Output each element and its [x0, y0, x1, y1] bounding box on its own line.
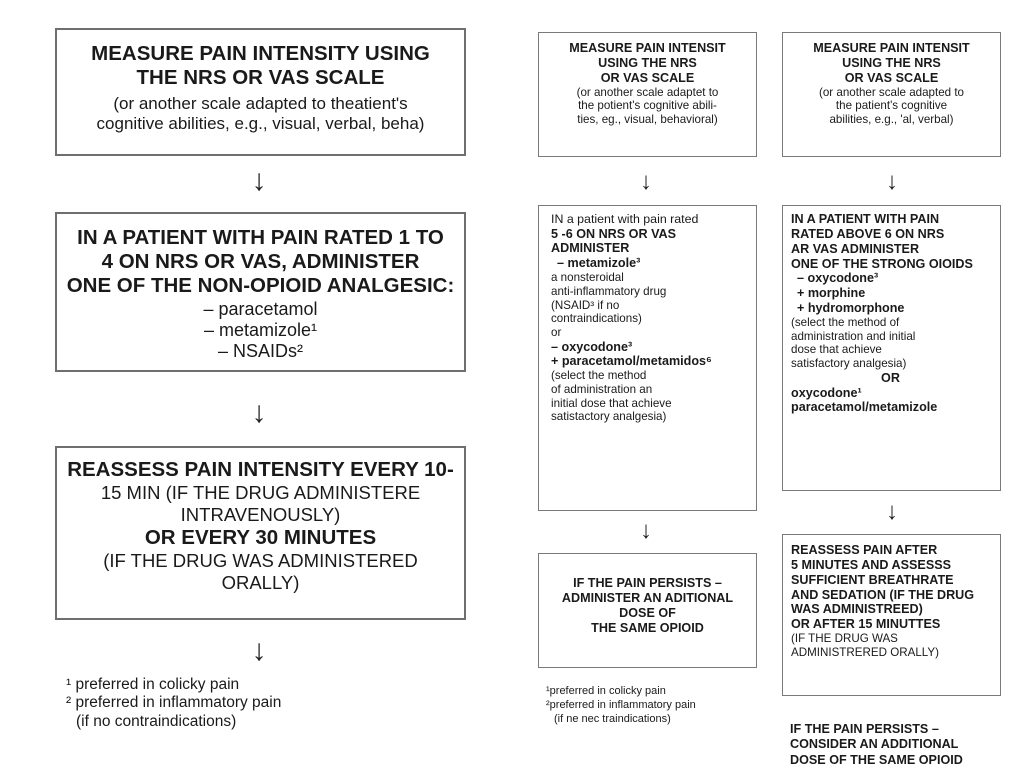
- col1-reassess-line-1: REASSESS PAIN INTENSITY EVERY 10-: [67, 458, 454, 481]
- col3-final-line-3: DOSE OF THE SAME OPIOID: [790, 752, 963, 767]
- col2-persists-line-1: IF THE PAIN PERSISTS –: [573, 576, 722, 590]
- col3-measure-note-1: (or another scale adapted to: [818, 85, 965, 99]
- col1-reassess-line-6: ORALLY): [221, 571, 300, 593]
- col2-mod-line-8: contraindications): [551, 312, 642, 326]
- col2-measure-note-3: ties, eg., visual, behavioral): [577, 112, 718, 126]
- col1-mild-title-3: ONE OF THE NON-OPIOID ANALGESIC:: [66, 274, 455, 298]
- col1-mild-title-2: 4 ON NRS OR VAS, ADMINISTER: [101, 250, 420, 274]
- col2-footnote-1: ¹preferred in colicky pain: [546, 685, 666, 697]
- col1-measure-title-1: MEASURE PAIN INTENSITY USING: [91, 42, 430, 65]
- col3-reassess-line-1: REASSESS PAIN AFTER: [791, 543, 938, 557]
- col3-reassess-line-2: 5 MINUTES AND ASSESSS: [791, 557, 952, 572]
- col2-mod-line-3: ADMINISTER: [551, 241, 630, 256]
- col2-mod-line-2: 5 -6 ON NRS OR VAS: [551, 226, 677, 241]
- col2-measure-title-1: MEASURE PAIN INTENSIT: [569, 41, 726, 55]
- col1-reassess-box: [55, 446, 466, 620]
- col3-reassess-line-3: SUFFICIENT BREATHRATE: [791, 572, 954, 587]
- col1-arrow-3: ↓: [251, 634, 267, 667]
- col3-sev-line-8: (select the method of: [791, 316, 900, 330]
- col3-sev-line-1: IN A PATIENT WITH PAIN: [791, 212, 940, 226]
- col1-measure-note-1: (or another scale adapted to theatient's: [113, 94, 408, 114]
- col2-moderate-pain-box: [538, 205, 757, 511]
- col1-footnote-2: ² preferred in inflammatory pain: [66, 694, 282, 712]
- col3-arrow-1: ↓: [886, 168, 898, 195]
- col1-measure-title-2: THE NRS OR VAS SCALE: [136, 66, 385, 90]
- col3-sev-line-6: + morphine: [797, 286, 866, 301]
- col3-sev-line-14: paracetamol/metamizole: [791, 400, 938, 415]
- col1-footnote-1: ¹ preferred in colicky pain: [66, 676, 240, 693]
- col2-measure-note-1: (or another scale adaptet to: [576, 85, 719, 99]
- col1-reassess-line-2: 15 MIN (IF THE DRUG ADMINISTERE: [100, 482, 421, 504]
- col3-sev-line-3: AR VAS ADMINISTER: [791, 241, 920, 256]
- col3-measure-title-2: USING THE NRS: [842, 55, 941, 70]
- col2-mod-line-7: (NSAID³ if no: [551, 298, 620, 312]
- col1-reassess-line-5: (IF THE DRUG WAS ADMINISTERED: [103, 550, 418, 572]
- col3-severe-pain-box: [782, 205, 1001, 491]
- col2-mod-line-1: IN a patient with pain rated: [551, 212, 699, 226]
- col2-mod-line-15: satistactory analgesia): [551, 410, 667, 424]
- col2-mod-line-6: anti-inflammatory drug: [551, 284, 667, 298]
- col1-drug-nsaids: – NSAIDs²: [217, 341, 304, 362]
- col2-mod-line-14: initial dose that achieve: [551, 396, 672, 410]
- col2-mod-line-10: – oxycodone³: [551, 339, 633, 354]
- col2-measure-title-3: OR VAS SCALE: [600, 70, 695, 85]
- col2-footnote-3: (if ne nec traindications): [554, 712, 671, 725]
- col3-reassess-line-4: AND SEDATION (IF THE DRUG: [791, 587, 975, 602]
- col2-mod-line-12: (select the method: [551, 369, 647, 383]
- col2-persists-line-2: ADMINISTER AN ADITIONAL: [561, 590, 734, 605]
- col2-measure-note-2: the potient's cognitive abili-: [578, 99, 717, 113]
- col3-sev-line-4: ONE OF THE STRONG OIOIDS: [791, 256, 973, 271]
- col1-arrow-1: ↓: [251, 164, 267, 197]
- col2-footnotes: [546, 685, 696, 726]
- col3-sev-line-2: RATED ABOVE 6 ON NRS: [791, 226, 945, 241]
- col3-arrow-2: ↓: [886, 498, 898, 525]
- col3-reassess-line-6: OR AFTER 15 MINUTTES: [791, 617, 941, 632]
- col1-arrow-2: ↓: [251, 396, 267, 429]
- col3-measure-box: [782, 32, 1001, 157]
- col2-persists-line-3: DOSE OF: [619, 605, 676, 620]
- col3-final-note: [790, 722, 963, 768]
- col2-mod-line-4: – metamizole³: [557, 256, 641, 271]
- col3-measure-note-3: abilities, e.g., 'al, verbal): [829, 112, 954, 126]
- col1-reassess-line-4: OR EVERY 30 MINUTES: [144, 525, 377, 549]
- col2-mod-line-13: of administration an: [551, 382, 653, 396]
- col3-reassess-line-7: (IF THE DRUG WAS: [791, 632, 898, 646]
- col3-reassess-line-5: WAS ADMINISTREED): [791, 602, 923, 617]
- col1-drug-paracetamol: – paracetamol: [203, 298, 318, 319]
- col1-footnotes: [66, 676, 281, 731]
- col3-sev-line-11: satisfactory analgesia): [791, 357, 907, 371]
- col3-measure-note-2: the patient's cognitive: [835, 99, 948, 113]
- col3-sev-line-12: OR: [881, 370, 900, 385]
- col3-sev-line-13: oxycodone¹: [791, 385, 862, 400]
- col3-reassess-box: [782, 534, 1001, 696]
- col3-sev-line-9: administration and initial: [791, 329, 916, 343]
- col1-drug-metamizole: – metamizole¹: [203, 319, 318, 340]
- col3-measure-title-1: MEASURE PAIN INTENSIT: [813, 41, 970, 55]
- col1-footnote-3: (if no contraindications): [76, 712, 237, 730]
- col3-final-line-2: CONSIDER AN ADDITIONAL: [790, 737, 959, 752]
- col3-sev-line-10: dose that achieve: [791, 343, 882, 357]
- col3-reassess-line-8: ADMINISTRERED ORALLY): [791, 645, 939, 659]
- col2-mod-line-5: a nonsteroidal: [551, 271, 624, 285]
- col2-arrow-1: ↓: [640, 168, 652, 195]
- col1-mild-pain-box: [55, 212, 466, 372]
- col1-reassess-line-3: INTRAVENOUSLY): [180, 504, 341, 526]
- col2-footnote-2: ²preferred in inflammatory pain: [546, 698, 696, 711]
- col1-mild-title-1: IN A PATIENT WITH PAIN RATED 1 TO: [77, 226, 444, 249]
- col1-measure-box: [55, 28, 466, 156]
- col3-sev-line-7: + hydromorphone: [797, 301, 905, 316]
- col2-persists-box: [538, 553, 757, 668]
- col3-measure-title-3: OR VAS SCALE: [844, 70, 939, 85]
- col1-measure-note-2: cognitive abilities, e.g., visual, verbal, beha): [96, 114, 425, 134]
- col3-sev-line-5: – oxycodone³: [797, 271, 879, 286]
- col2-mod-line-9: or: [551, 325, 562, 339]
- col2-persists-line-4: THE SAME OPIOID: [591, 620, 704, 635]
- col2-mod-line-11: + paracetamol/metamidos⁶: [551, 354, 712, 369]
- col2-measure-box: [538, 32, 757, 157]
- col2-measure-title-2: USING THE NRS: [598, 55, 697, 70]
- col3-final-line-1: IF THE PAIN PERSISTS –: [790, 722, 939, 736]
- col2-arrow-2: ↓: [640, 517, 652, 544]
